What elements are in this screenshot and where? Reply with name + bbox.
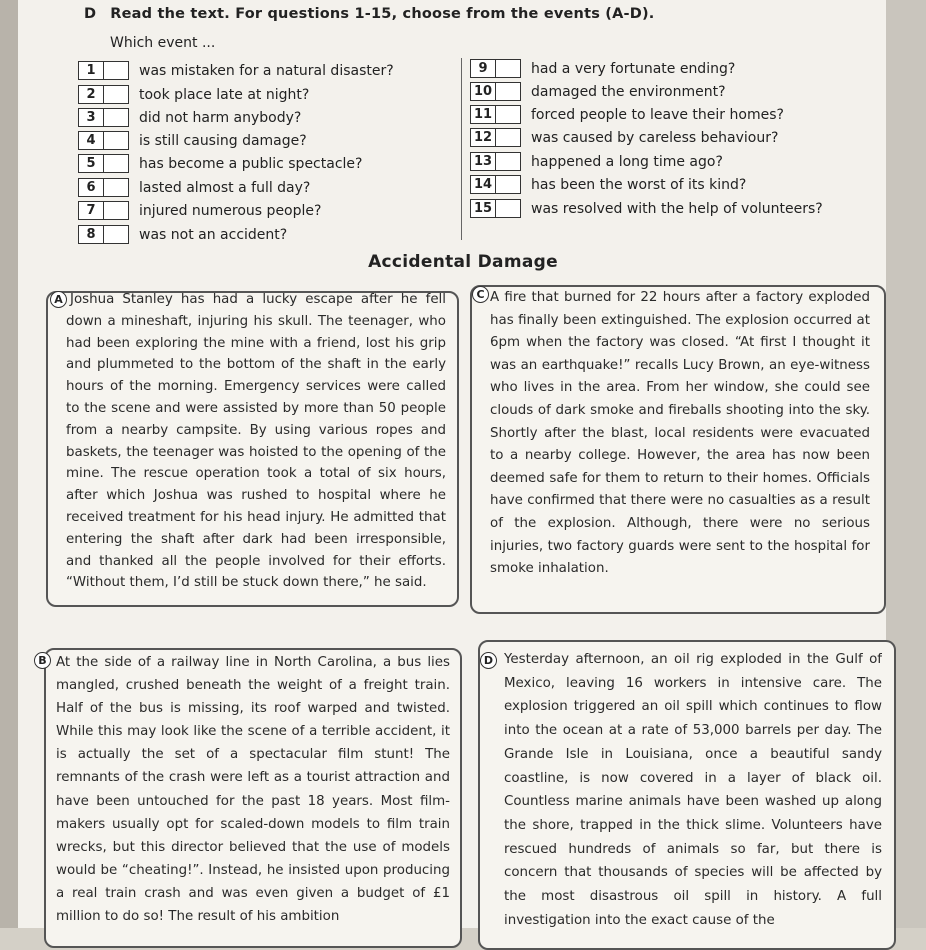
question-number: 6 bbox=[79, 179, 104, 196]
answer-field-8[interactable] bbox=[104, 226, 128, 243]
answer-box bbox=[470, 152, 521, 171]
question-8 bbox=[78, 224, 287, 245]
question-number: 4 bbox=[79, 132, 104, 149]
question-7 bbox=[78, 200, 321, 221]
question-number: 7 bbox=[79, 202, 104, 219]
question-number: 10 bbox=[471, 83, 496, 100]
question-number: 9 bbox=[471, 60, 496, 77]
question-number: 12 bbox=[471, 129, 496, 146]
section-d-text: Yesterday afternoon, an oil rig exploded in the Gulf of Mexico, leaving 16 workers in intensive care. The explosion triggered an oil spill which continues to flow into the ocean at a rate of 53,000 barrels per day. The Grande Isle in Louisiana, once a beautiful sandy coastline, is now covered in a layer of black oil. Countless marine animals have been washed up along the shore, trapped in the thick slime. Volunteers have rescued hundreds of animals so far, but there is concern that thousands of species will be affected by the most disastrous oil spill in history. A full investigation into the exact cause of the bbox=[504, 652, 882, 928]
section-c-badge: C bbox=[472, 286, 489, 303]
answer-box bbox=[78, 225, 129, 244]
question-number: 13 bbox=[471, 153, 496, 170]
question-number: 5 bbox=[79, 155, 104, 172]
question-12 bbox=[470, 127, 778, 148]
section-c-text: A fire that burned for 22 hours after a factory exploded has finally been extinguished. The explosion occurred at 6pm when the factory was closed. “At first I thought it was an earthquake!” recalls Lucy Brown, an eye-witness who lives in the area. From her window, she could see clouds of dark smoke and fireballs shooting into the sky. Shortly after the blast, local residents were evacuated to a nearby college. However, the area has now been deemed safe for them to return to their homes. Officials have confirmed that there were no casualties as a result of the explosion. Although, there were no serious injuries, two factory guards were sent to the hospital for smoke inhalation. bbox=[490, 290, 870, 577]
answer-field-15[interactable] bbox=[496, 200, 520, 217]
question-2 bbox=[78, 84, 309, 105]
question-number: 14 bbox=[471, 176, 496, 193]
question-text: was caused by careless behaviour? bbox=[531, 129, 779, 146]
question-number: 3 bbox=[79, 109, 104, 126]
question-number: 1 bbox=[79, 62, 104, 79]
answer-field-12[interactable] bbox=[496, 129, 520, 146]
answer-field-11[interactable] bbox=[496, 106, 520, 123]
question-14 bbox=[470, 174, 746, 195]
answer-box bbox=[470, 82, 521, 101]
answer-box bbox=[78, 108, 129, 127]
answer-box bbox=[78, 154, 129, 173]
answer-field-4[interactable] bbox=[104, 132, 128, 149]
answer-field-10[interactable] bbox=[496, 83, 520, 100]
section-b-badge: B bbox=[34, 652, 51, 669]
question-text: forced people to leave their homes? bbox=[531, 106, 784, 123]
question-text: damaged the environment? bbox=[531, 83, 726, 100]
question-number: 8 bbox=[79, 226, 104, 243]
question-1 bbox=[78, 60, 394, 81]
answer-field-6[interactable] bbox=[104, 179, 128, 196]
question-text: was resolved with the help of volunteers? bbox=[531, 200, 823, 217]
question-text: happened a long time ago? bbox=[531, 153, 723, 170]
question-number: 2 bbox=[79, 86, 104, 103]
task-letter: D bbox=[84, 6, 97, 22]
question-text: took place late at night? bbox=[139, 86, 310, 103]
task-instruction bbox=[84, 6, 655, 22]
question-text: injured numerous people? bbox=[139, 202, 322, 219]
question-text: did not harm anybody? bbox=[139, 109, 302, 126]
answer-field-5[interactable] bbox=[104, 155, 128, 172]
question-5 bbox=[78, 153, 362, 174]
section-a-badge: A bbox=[50, 291, 67, 308]
section-a-text: Joshua Stanley has had a lucky escape after he fell down a mineshaft, injuring his skull. The teenager, who had been exploring the mine with a friend, lost his grip and plummeted to the bottom of the shaft in the early hours of the morning. Emergency services were called to the scene and were assisted by more than 50 people from a nearby campsite. By using various ropes and baskets, the teenager was hoisted to the opening of the mine. The rescue operation took a total of six hours, after which Joshua was rushed to hospital where he received treatment for his head injury. He admitted that entering the shaft after dark had been irresponsible, and thanked all the people involved for their efforts. “Without them, I’d still be stuck down there,” he said. bbox=[66, 292, 446, 591]
answer-field-1[interactable] bbox=[104, 62, 128, 79]
answer-field-3[interactable] bbox=[104, 109, 128, 126]
answer-box bbox=[470, 59, 521, 78]
question-15 bbox=[470, 198, 823, 219]
question-number: 15 bbox=[471, 200, 496, 217]
question-13 bbox=[470, 151, 723, 172]
answer-box bbox=[470, 199, 521, 218]
answer-box bbox=[78, 85, 129, 104]
question-text: was not an accident? bbox=[139, 226, 288, 243]
question-3 bbox=[78, 107, 301, 128]
question-text: has been the worst of its kind? bbox=[531, 176, 747, 193]
task-instruction-text: Read the text. For questions 1-15, choose from the events (A-D). bbox=[110, 6, 655, 22]
question-text: is still causing damage? bbox=[139, 132, 307, 149]
answer-box bbox=[470, 128, 521, 147]
section-d-badge: D bbox=[480, 652, 497, 669]
question-number: 11 bbox=[471, 106, 496, 123]
question-text: has become a public spectacle? bbox=[139, 155, 363, 172]
question-11 bbox=[470, 104, 784, 125]
answer-box bbox=[470, 105, 521, 124]
answer-field-7[interactable] bbox=[104, 202, 128, 219]
question-prompt: Which event ... bbox=[110, 35, 216, 51]
answer-box bbox=[78, 201, 129, 220]
question-text: lasted almost a full day? bbox=[139, 179, 311, 196]
question-text: had a very fortunate ending? bbox=[531, 60, 736, 77]
answer-field-9[interactable] bbox=[496, 60, 520, 77]
question-4 bbox=[78, 130, 307, 151]
answer-box bbox=[78, 131, 129, 150]
question-9 bbox=[470, 58, 735, 79]
question-10 bbox=[470, 81, 726, 102]
answer-field-13[interactable] bbox=[496, 153, 520, 170]
article-title: Accidental Damage bbox=[368, 252, 558, 272]
question-text: was mistaken for a natural disaster? bbox=[139, 62, 394, 79]
section-b-text: At the side of a railway line in North Carolina, a bus lies mangled, crushed beneath the weight of a freight train. Half of the bus is missing, its roof warped and twisted. While this may look like the scene of a terrible accident, it is actually the set of a spectacular film stunt! The remnants of the crash were left as a tourist attraction and have been untouched for the past 18 years. Most film-makers usually opt for scaled-down models to film train wrecks, but this director believed that the use of models would be “cheating!”. Instead, he insisted upon producing a real train crash and was even given a budget of £1 million to do so! The result of his ambition bbox=[56, 655, 450, 925]
question-6 bbox=[78, 177, 310, 198]
page-shadow-left bbox=[0, 0, 18, 928]
answer-field-2[interactable] bbox=[104, 86, 128, 103]
column-divider bbox=[461, 58, 462, 240]
answer-field-14[interactable] bbox=[496, 176, 520, 193]
answer-box bbox=[78, 61, 129, 80]
answer-box bbox=[470, 175, 521, 194]
answer-box bbox=[78, 178, 129, 197]
